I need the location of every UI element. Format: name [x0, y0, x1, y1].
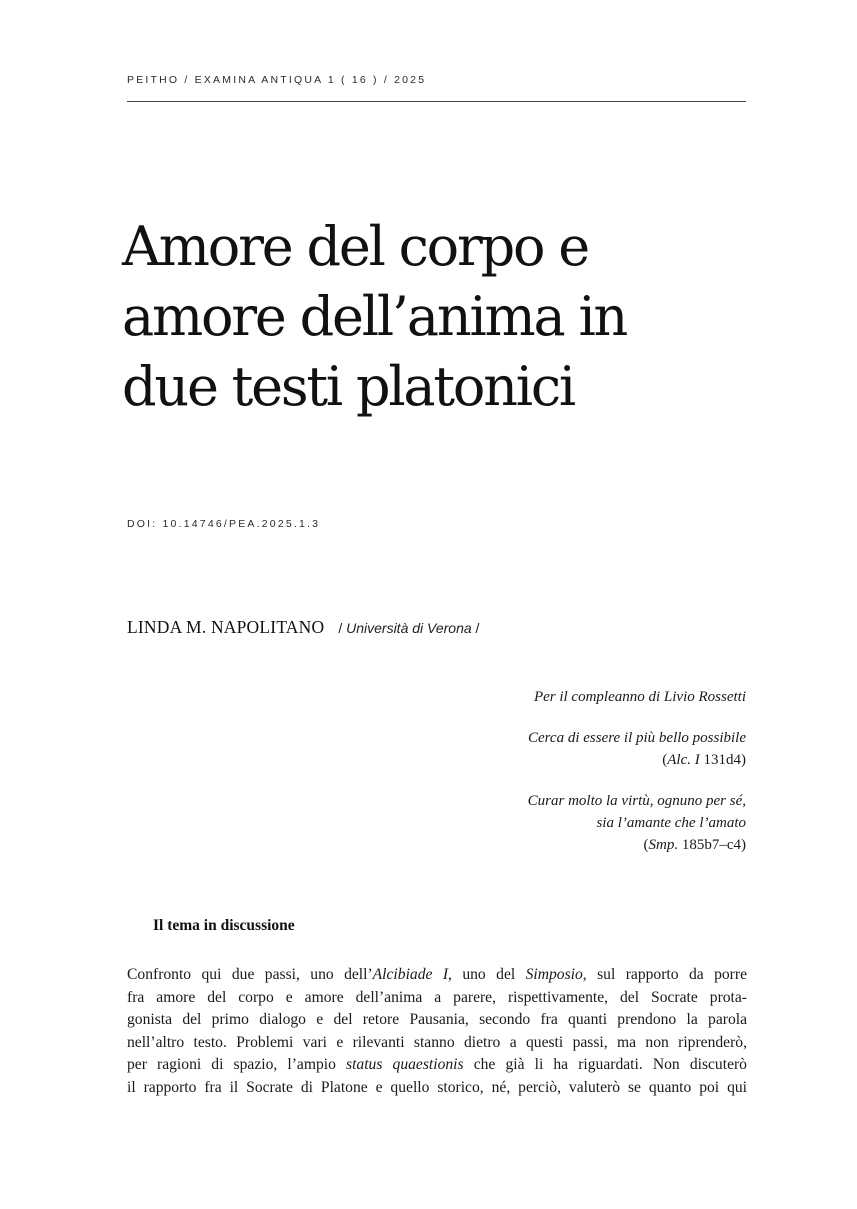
title-line-3: due testi platonici: [122, 355, 574, 418]
work-title-simposio: Simposio: [525, 966, 583, 983]
epigraph-1-text: Cerca di essere il più bello possibile: [527, 730, 746, 746]
body-line-1: [127, 964, 747, 987]
epigraph-1-reference: [528, 749, 746, 771]
latin-phrase: status quaestionis: [346, 1056, 464, 1074]
title-line-1: Amore del corpo e: [122, 215, 588, 278]
body-line-4: nell’altro testo. Problemi vari e rilevanti stanno dietro a questi passi, ma non riprenderò,: [127, 1033, 747, 1051]
body-line-5: [127, 1054, 747, 1077]
text-run: Confronto qui due passi, uno dell’: [127, 966, 373, 983]
epigraphs: [528, 686, 746, 875]
affiliation-open: /: [338, 620, 347, 636]
work-title-alcibiade: Alcibiade I: [372, 966, 449, 983]
body-line-2: fra amore del corpo e amore dell’anima a parere, rispettivamente, del Socrate prota-: [127, 988, 747, 1006]
body-line-3: gonista del primo dialogo e del retore Pausania, secondo fra quanti prendono la parola: [127, 1011, 747, 1029]
ref-work: Smp.: [648, 837, 679, 853]
ref-open: (: [643, 837, 649, 853]
ref-open: (: [662, 752, 668, 768]
header-rule: [127, 101, 746, 102]
title-line-2: amore dell’anima in: [122, 285, 627, 348]
epigraph-2-reference: [528, 834, 746, 856]
doi: DOI: 10.14746/PEA.2025.1.3: [127, 518, 321, 530]
text-run: , uno del: [448, 966, 526, 983]
article-title: [122, 212, 762, 422]
section-heading: Il tema in discussione: [153, 917, 295, 934]
author-line: [127, 617, 479, 638]
body-line-6: il rapporto fra il Socrate di Platone e quello storico, né, perciò, valuterò se quanto poi qui: [127, 1078, 747, 1096]
epigraph-2-line-2: sia l’amante che l’amato: [596, 815, 746, 831]
text-run: per ragioni di spazio, l’ampio: [127, 1056, 347, 1074]
epigraph-1: [528, 727, 746, 771]
dedication: Per il compleanno di Livio Rossetti: [533, 689, 746, 705]
ref-locus: 185b7–c4): [678, 837, 746, 853]
ref-locus: 131d4): [699, 752, 746, 768]
body-paragraph: [127, 964, 747, 1100]
epigraph-2: [528, 790, 746, 856]
text-run: che già li ha riguardati. Non discuterò: [463, 1056, 747, 1074]
author-name: LINDA M. NAPOLITANO: [127, 617, 325, 637]
affiliation-name: Università di Verona: [346, 620, 472, 636]
author-affiliation: [338, 620, 479, 636]
epigraph-2-line-1: Curar molto la virtù, ognuno per sé,: [527, 793, 746, 809]
dedication-block: [528, 686, 746, 708]
text-run: , sul rapporto da porre: [582, 966, 747, 983]
ref-work: Alc. I: [667, 752, 700, 768]
running-head: PEITHO / EXAMINA ANTIQUA 1 ( 16 ) / 2025: [127, 74, 427, 86]
affiliation-close: /: [471, 620, 480, 636]
